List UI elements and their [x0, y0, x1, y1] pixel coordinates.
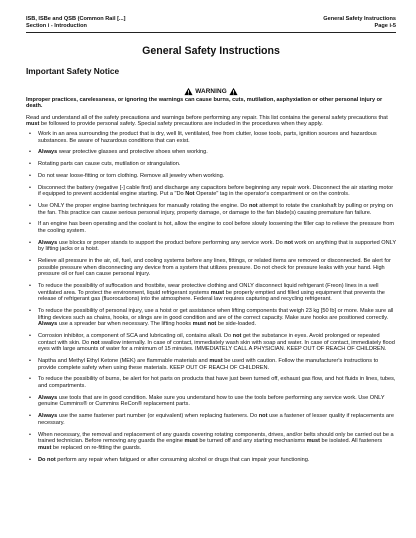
item-text: swallow internally. In case of contact, immediately wash skin with soap and water. In case of contact, immediately flood eyes with large amounts of water for a minimum of 15 minutes. IMMEDIATELY CALL A PHYSICIAN. KEEP OUT OF REACH OF CHILDREN.: [38, 339, 395, 353]
bullet-icon: •: [29, 308, 31, 315]
bullet-icon: •: [29, 239, 31, 246]
warning-text: Improper practices, carelessness, or ignoring the warnings can cause burns, cuts, mutilation, asphyxiation or other personal injury or death.: [26, 96, 383, 110]
bullet-icon: •: [29, 184, 31, 191]
item-text: Operate" tag in the operator's compartment or on the controls.: [194, 191, 350, 198]
item-text: wear protective glasses and protective shoes when working.: [57, 149, 208, 156]
emphasis-text: must: [306, 438, 320, 445]
item-text: work on anything that is supported ONLY by lifting jacks or a hoist.: [38, 239, 396, 253]
emphasis-text: Always: [38, 149, 58, 156]
header-page-number: Page i-5: [374, 22, 396, 29]
header-right: [323, 16, 396, 30]
header-topic: General Safety Instructions: [323, 16, 396, 22]
emphasis-text: must: [38, 444, 52, 451]
item-text: Work in an area surrounding the product that is dry, well lit, ventilated, free from clutter, loose tools, parts, ignition sources and hazardous substances. Be aware of hazardous conditions that can exist.: [38, 130, 377, 144]
emphasis-text: must: [184, 438, 198, 445]
item-text: get the substance in eyes. Avoid prolonged or repeated contact with skin. Do: [38, 333, 380, 346]
item-text: To reduce the possibility of suffocation and frostbite, wear protective clothing and ONLY disconnect liquid refrigerant (Freon) lines in a well ventilated area. To protect the environment, liquid refrigerant systems: [38, 283, 379, 296]
section-subtitle: Important Safety Notice: [26, 65, 120, 76]
emphasis-text: must: [209, 358, 223, 365]
list-item: [26, 457, 396, 464]
item-text: use blocks or proper stands to support the product before performing any service work. Do: [57, 239, 285, 246]
list-item: [26, 240, 396, 253]
list-item: [26, 308, 396, 328]
item-text: use a fastener of lesser quality if replacements are necessary.: [38, 413, 395, 426]
list-item: [26, 221, 396, 234]
bullet-icon: •: [29, 413, 31, 420]
intro-text-end: be followed to provide personal safety. Special safety precautions are included in the procedures when they apply.: [39, 121, 323, 128]
emphasis-text: Always: [38, 321, 58, 328]
emphasis-text: Always: [38, 413, 58, 420]
list-item: [26, 161, 396, 168]
item-text: Corrosion inhibitor, a component of SCA and lubricating oil, contains alkali. Do: [38, 333, 233, 340]
item-text: Disconnect the battery (negative [-] cable first) and discharge any capacitors before beginning any repair work. Disconnect the air starting motor if equipped to prevent accidental engine starting. Put a "Do: [38, 184, 394, 198]
bullet-icon: •: [29, 149, 31, 156]
item-text: Naptha and Methyl Ethyl Ketone (MEK) are flammable materials and: [38, 358, 210, 365]
item-text: Relieve all pressure in the air, oil, fuel, and cooling systems before any lines, fittings, or related items are removed or disconnected. Be alert for possible pressure when disconnecting any device from a system that utilizes pressure. Do not check for pressure leaks with your hand. High pressure oil or fuel can cause personal injury.: [38, 258, 391, 278]
emphasis-text: not: [284, 239, 293, 246]
item-text: If an engine has been operating and the coolant is hot, allow the engine to cool before slowly loosening the filler cap to relieve the pressure from the cooling system.: [38, 221, 395, 235]
item-text: attempt to rotate the crankshaft by pulling or prying on the fan. This practice can cause serious personal injury, property damage, or damage to the fan blade(s) causing premature fan failure.: [38, 203, 393, 216]
emphasis-text: must: [210, 289, 225, 296]
item-text: use a spreader bar when necessary. The lifting hooks: [57, 321, 193, 328]
list-item: [26, 149, 396, 156]
intro-paragraph: [26, 115, 396, 128]
list-item: [26, 173, 396, 180]
bullet-icon: •: [29, 221, 31, 228]
emphasis-text: not: [47, 456, 56, 463]
warning-banner: [26, 87, 396, 96]
item-text: Rotating parts can cause cuts, mutilation or strangulation.: [38, 161, 181, 168]
emphasis-text: Not: [185, 191, 195, 198]
bullet-icon: •: [29, 161, 31, 168]
item-text: perform any repair when fatigued or after consuming alcohol or drugs that can impair your functioning.: [55, 456, 310, 463]
bullet-icon: •: [29, 333, 31, 340]
item-text: be replaced on re-fitting the guards.: [51, 444, 142, 451]
safety-precautions-list: [26, 131, 396, 463]
bullet-icon: •: [29, 283, 31, 290]
bullet-icon: •: [29, 456, 31, 463]
emphasis-text: not: [248, 203, 258, 210]
list-item: [26, 333, 396, 353]
emphasis-text: not: [258, 413, 268, 420]
item-text: Use ONLY the proper engine barring techniques for manually rotating the engine. Do: [38, 203, 249, 210]
emphasis-text: Always: [38, 394, 58, 401]
bullet-icon: •: [29, 394, 31, 401]
header-section: Section i - Introduction: [26, 22, 87, 29]
warning-triangle-icon: [184, 87, 193, 96]
bullet-icon: •: [29, 203, 31, 210]
bullet-icon: •: [29, 130, 31, 137]
emphasis-text: not: [232, 333, 242, 340]
list-item: [26, 432, 396, 452]
bullet-icon: •: [29, 258, 31, 265]
item-text: When necessary, the removal and replacement of any guards covering rotating components, drives, and/or belts should only be carried out be a trained technician. Before removing any guards the engine: [38, 431, 394, 445]
list-item: [26, 185, 396, 198]
item-text: Do not wear loose-fitting or torn clothing. Remove all jewelry when working.: [38, 172, 225, 179]
item-text: To reduce the possibility of personal injury, use a hoist or get assistance when lifting components that weigh 23 kg [50 lb] or more. Make sure all lifting devices such as chains, hooks, or slings are in good condition and are of the correct capacity. Make sure hooks are positioned correctly.: [38, 308, 394, 321]
item-text: be turned off and any starting mechanisms: [197, 438, 307, 445]
header-left: [26, 16, 125, 30]
header-manual-title: ISB, ISBe and QSB (Common Rail [...]: [26, 16, 126, 22]
list-item: [26, 203, 396, 216]
emphasis-text: must not: [192, 321, 217, 328]
list-item: [26, 395, 396, 408]
warning-label: WARNING: [195, 87, 227, 95]
emphasis-text: Always: [38, 239, 58, 246]
warning-triangle-icon: [229, 87, 238, 96]
intro-emphasis: must: [26, 121, 40, 128]
emphasis-text: not: [90, 339, 100, 346]
item-text: be properly emptied and filled using equipment that prevents the release of refrigerant gas (fluorocarbons) into the atmosphere. Federal law requires capturing and recycling refrigerant.: [38, 289, 385, 303]
list-item: [26, 413, 396, 426]
list-item: [26, 258, 396, 278]
header-divider: [26, 32, 396, 33]
emphasis-text: Do: [38, 456, 46, 463]
item-text: be isolated. All fasteners: [319, 438, 383, 445]
list-item: [26, 131, 396, 144]
list-item: [26, 358, 396, 371]
item-text: To reduce the possibility of burns, be alert for hot parts on products that have just been turned off, exhaust gas flow, and hot fluids in lines, tubes, and compartments.: [38, 376, 396, 390]
item-text: be side-loaded.: [216, 321, 257, 328]
list-item: [26, 283, 396, 303]
item-text: use the same fastener part number (or equivalent) when replacing fasteners. Do: [57, 413, 259, 420]
intro-text-start: Read and understand all of the safety precautions and warnings before performing any repair. This list contains the general safety precautions that: [26, 114, 388, 121]
bullet-icon: •: [29, 376, 31, 383]
item-text: be used with caution. Follow the manufacturer's instructions to provide complete safety when using these materials. KEEP OUT OF REACH OF CHILDREN.: [38, 358, 379, 371]
page-header: [26, 16, 396, 30]
bullet-icon: •: [29, 172, 31, 179]
list-item: [26, 376, 396, 389]
bullet-icon: •: [29, 358, 31, 365]
bullet-icon: •: [29, 431, 31, 438]
item-text: use tools that are in good condition. Make sure you understand how to use the tools before performing any service work. Use ONLY genuine Cummins® or Cummins ReCon® replacement parts.: [38, 394, 385, 408]
page-title: General Safety Instructions: [142, 44, 280, 57]
